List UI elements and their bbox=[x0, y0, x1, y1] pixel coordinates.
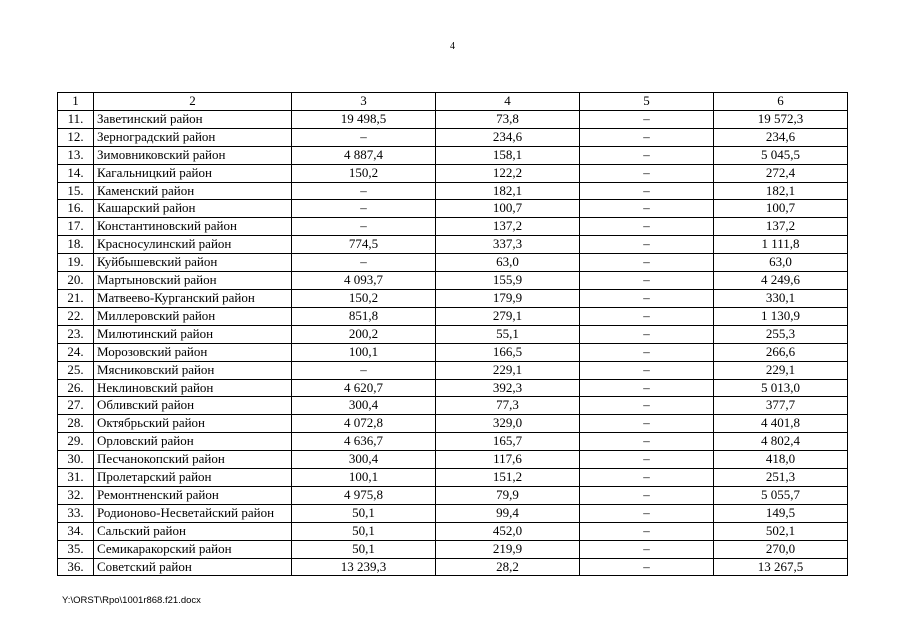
value-col-6-cell: 13 267,5 bbox=[714, 558, 848, 576]
district-name-cell: Пролетарский район bbox=[94, 469, 292, 487]
value-col-5-cell: – bbox=[580, 110, 714, 128]
district-name-cell: Сальский район bbox=[94, 522, 292, 540]
value-col-6-cell: 272,4 bbox=[714, 164, 848, 182]
district-name-cell: Ремонтненский район bbox=[94, 486, 292, 504]
district-name-cell: Неклиновский район bbox=[94, 379, 292, 397]
value-col-5-cell: – bbox=[580, 469, 714, 487]
header-cell-2: 2 bbox=[94, 93, 292, 111]
row-number-cell: 20. bbox=[58, 272, 94, 290]
value-col-4-cell: 137,2 bbox=[436, 218, 580, 236]
district-name-cell: Константиновский район bbox=[94, 218, 292, 236]
value-col-3-cell: – bbox=[292, 182, 436, 200]
value-col-5-cell: – bbox=[580, 182, 714, 200]
value-col-6-cell: 4 802,4 bbox=[714, 433, 848, 451]
table-row bbox=[58, 451, 848, 469]
table-row bbox=[58, 182, 848, 200]
row-number-cell: 25. bbox=[58, 361, 94, 379]
value-col-5-cell: – bbox=[580, 415, 714, 433]
value-col-5-cell: – bbox=[580, 254, 714, 272]
value-col-6-cell: 418,0 bbox=[714, 451, 848, 469]
value-col-6-cell: 229,1 bbox=[714, 361, 848, 379]
table-row bbox=[58, 200, 848, 218]
value-col-5-cell: – bbox=[580, 379, 714, 397]
value-col-3-cell: 4 975,8 bbox=[292, 486, 436, 504]
row-number-cell: 11. bbox=[58, 110, 94, 128]
value-col-4-cell: 55,1 bbox=[436, 325, 580, 343]
district-name-cell: Песчанокопский район bbox=[94, 451, 292, 469]
district-name-cell: Морозовский район bbox=[94, 343, 292, 361]
value-col-4-cell: 73,8 bbox=[436, 110, 580, 128]
table-body bbox=[58, 110, 848, 576]
row-number-cell: 31. bbox=[58, 469, 94, 487]
value-col-4-cell: 158,1 bbox=[436, 146, 580, 164]
value-col-4-cell: 99,4 bbox=[436, 504, 580, 522]
value-col-4-cell: 100,7 bbox=[436, 200, 580, 218]
table-row bbox=[58, 558, 848, 576]
value-col-6-cell: 251,3 bbox=[714, 469, 848, 487]
value-col-4-cell: 28,2 bbox=[436, 558, 580, 576]
district-name-cell: Зимовниковский район bbox=[94, 146, 292, 164]
value-col-5-cell: – bbox=[580, 272, 714, 290]
table-row bbox=[58, 146, 848, 164]
header-cell-6: 6 bbox=[714, 93, 848, 111]
header-cell-4: 4 bbox=[436, 93, 580, 111]
district-name-cell: Каменский район bbox=[94, 182, 292, 200]
value-col-6-cell: 502,1 bbox=[714, 522, 848, 540]
value-col-5-cell: – bbox=[580, 486, 714, 504]
value-col-3-cell: 774,5 bbox=[292, 236, 436, 254]
district-name-cell: Красносулинский район bbox=[94, 236, 292, 254]
value-col-4-cell: 182,1 bbox=[436, 182, 580, 200]
value-col-3-cell: 50,1 bbox=[292, 504, 436, 522]
district-name-cell: Матвеево-Курганский район bbox=[94, 289, 292, 307]
table-row bbox=[58, 540, 848, 558]
value-col-6-cell: 63,0 bbox=[714, 254, 848, 272]
district-name-cell: Мясниковский район bbox=[94, 361, 292, 379]
value-col-6-cell: 234,6 bbox=[714, 128, 848, 146]
value-col-3-cell: 100,1 bbox=[292, 469, 436, 487]
file-path-footer: Y:\ORST\Rpo\1001r868.f21.docx bbox=[62, 595, 201, 606]
value-col-4-cell: 122,2 bbox=[436, 164, 580, 182]
row-number-cell: 28. bbox=[58, 415, 94, 433]
value-col-6-cell: 100,7 bbox=[714, 200, 848, 218]
row-number-cell: 23. bbox=[58, 325, 94, 343]
value-col-5-cell: – bbox=[580, 200, 714, 218]
row-number-cell: 17. bbox=[58, 218, 94, 236]
header-cell-1: 1 bbox=[58, 93, 94, 111]
value-col-3-cell: 50,1 bbox=[292, 540, 436, 558]
value-col-3-cell: 851,8 bbox=[292, 307, 436, 325]
value-col-3-cell: 300,4 bbox=[292, 451, 436, 469]
value-col-3-cell: – bbox=[292, 361, 436, 379]
value-col-3-cell: 100,1 bbox=[292, 343, 436, 361]
value-col-4-cell: 155,9 bbox=[436, 272, 580, 290]
row-number-cell: 29. bbox=[58, 433, 94, 451]
table-row bbox=[58, 289, 848, 307]
value-col-6-cell: 266,6 bbox=[714, 343, 848, 361]
value-col-5-cell: – bbox=[580, 451, 714, 469]
value-col-6-cell: 5 013,0 bbox=[714, 379, 848, 397]
table-row bbox=[58, 236, 848, 254]
value-col-4-cell: 279,1 bbox=[436, 307, 580, 325]
header-cell-5: 5 bbox=[580, 93, 714, 111]
table-row bbox=[58, 307, 848, 325]
value-col-5-cell: – bbox=[580, 433, 714, 451]
value-col-6-cell: 149,5 bbox=[714, 504, 848, 522]
table-row bbox=[58, 110, 848, 128]
district-name-cell: Зерноградский район bbox=[94, 128, 292, 146]
row-number-cell: 16. bbox=[58, 200, 94, 218]
row-number-cell: 35. bbox=[58, 540, 94, 558]
header-row bbox=[58, 93, 848, 111]
district-name-cell: Советский район bbox=[94, 558, 292, 576]
value-col-5-cell: – bbox=[580, 289, 714, 307]
value-col-3-cell: 150,2 bbox=[292, 164, 436, 182]
table-row bbox=[58, 254, 848, 272]
value-col-3-cell: 4 093,7 bbox=[292, 272, 436, 290]
value-col-6-cell: 1 130,9 bbox=[714, 307, 848, 325]
value-col-3-cell: – bbox=[292, 200, 436, 218]
table-row bbox=[58, 397, 848, 415]
district-name-cell: Кашарский район bbox=[94, 200, 292, 218]
row-number-cell: 33. bbox=[58, 504, 94, 522]
value-col-4-cell: 234,6 bbox=[436, 128, 580, 146]
district-name-cell: Орловский район bbox=[94, 433, 292, 451]
district-name-cell: Куйбышевский район bbox=[94, 254, 292, 272]
value-col-5-cell: – bbox=[580, 361, 714, 379]
value-col-4-cell: 165,7 bbox=[436, 433, 580, 451]
value-col-4-cell: 151,2 bbox=[436, 469, 580, 487]
value-col-3-cell: – bbox=[292, 218, 436, 236]
value-col-3-cell: 13 239,3 bbox=[292, 558, 436, 576]
district-name-cell: Заветинский район bbox=[94, 110, 292, 128]
table-row bbox=[58, 486, 848, 504]
value-col-4-cell: 452,0 bbox=[436, 522, 580, 540]
value-col-6-cell: 182,1 bbox=[714, 182, 848, 200]
value-col-4-cell: 392,3 bbox=[436, 379, 580, 397]
value-col-6-cell: 5 045,5 bbox=[714, 146, 848, 164]
value-col-5-cell: – bbox=[580, 325, 714, 343]
value-col-3-cell: 150,2 bbox=[292, 289, 436, 307]
value-col-3-cell: 19 498,5 bbox=[292, 110, 436, 128]
value-col-3-cell: – bbox=[292, 128, 436, 146]
value-col-4-cell: 63,0 bbox=[436, 254, 580, 272]
row-number-cell: 14. bbox=[58, 164, 94, 182]
district-name-cell: Мартыновский район bbox=[94, 272, 292, 290]
row-number-cell: 15. bbox=[58, 182, 94, 200]
value-col-4-cell: 179,9 bbox=[436, 289, 580, 307]
district-name-cell: Октябрьский район bbox=[94, 415, 292, 433]
table-row bbox=[58, 433, 848, 451]
value-col-4-cell: 219,9 bbox=[436, 540, 580, 558]
value-col-3-cell: 4 887,4 bbox=[292, 146, 436, 164]
table-row bbox=[58, 272, 848, 290]
value-col-4-cell: 79,9 bbox=[436, 486, 580, 504]
value-col-5-cell: – bbox=[580, 164, 714, 182]
value-col-4-cell: 166,5 bbox=[436, 343, 580, 361]
table-header bbox=[58, 93, 848, 111]
header-cell-3: 3 bbox=[292, 93, 436, 111]
value-col-5-cell: – bbox=[580, 540, 714, 558]
value-col-3-cell: – bbox=[292, 254, 436, 272]
value-col-5-cell: – bbox=[580, 558, 714, 576]
value-col-6-cell: 270,0 bbox=[714, 540, 848, 558]
value-col-3-cell: 4 072,8 bbox=[292, 415, 436, 433]
value-col-5-cell: – bbox=[580, 146, 714, 164]
table-row bbox=[58, 522, 848, 540]
value-col-4-cell: 229,1 bbox=[436, 361, 580, 379]
table-row bbox=[58, 415, 848, 433]
value-col-5-cell: – bbox=[580, 307, 714, 325]
value-col-3-cell: 4 620,7 bbox=[292, 379, 436, 397]
value-col-6-cell: 137,2 bbox=[714, 218, 848, 236]
value-col-6-cell: 255,3 bbox=[714, 325, 848, 343]
value-col-6-cell: 4 249,6 bbox=[714, 272, 848, 290]
district-name-cell: Миллеровский район bbox=[94, 307, 292, 325]
value-col-5-cell: – bbox=[580, 236, 714, 254]
value-col-5-cell: – bbox=[580, 504, 714, 522]
table-row bbox=[58, 361, 848, 379]
table-row bbox=[58, 469, 848, 487]
table-row bbox=[58, 325, 848, 343]
row-number-cell: 12. bbox=[58, 128, 94, 146]
value-col-3-cell: 300,4 bbox=[292, 397, 436, 415]
table-row bbox=[58, 164, 848, 182]
row-number-cell: 19. bbox=[58, 254, 94, 272]
row-number-cell: 24. bbox=[58, 343, 94, 361]
district-name-cell: Кагальницкий район bbox=[94, 164, 292, 182]
district-name-cell: Родионово-Несветайский район bbox=[94, 504, 292, 522]
value-col-4-cell: 337,3 bbox=[436, 236, 580, 254]
value-col-4-cell: 117,6 bbox=[436, 451, 580, 469]
table-row bbox=[58, 504, 848, 522]
row-number-cell: 22. bbox=[58, 307, 94, 325]
value-col-4-cell: 77,3 bbox=[436, 397, 580, 415]
value-col-3-cell: 200,2 bbox=[292, 325, 436, 343]
value-col-3-cell: 4 636,7 bbox=[292, 433, 436, 451]
page-number: 4 bbox=[450, 41, 455, 52]
data-table bbox=[57, 92, 848, 576]
row-number-cell: 36. bbox=[58, 558, 94, 576]
value-col-6-cell: 330,1 bbox=[714, 289, 848, 307]
value-col-5-cell: – bbox=[580, 128, 714, 146]
value-col-5-cell: – bbox=[580, 218, 714, 236]
row-number-cell: 30. bbox=[58, 451, 94, 469]
value-col-6-cell: 19 572,3 bbox=[714, 110, 848, 128]
row-number-cell: 18. bbox=[58, 236, 94, 254]
row-number-cell: 27. bbox=[58, 397, 94, 415]
row-number-cell: 21. bbox=[58, 289, 94, 307]
district-name-cell: Обливский район bbox=[94, 397, 292, 415]
value-col-5-cell: – bbox=[580, 397, 714, 415]
row-number-cell: 34. bbox=[58, 522, 94, 540]
table-row bbox=[58, 379, 848, 397]
value-col-6-cell: 4 401,8 bbox=[714, 415, 848, 433]
value-col-5-cell: – bbox=[580, 522, 714, 540]
value-col-6-cell: 377,7 bbox=[714, 397, 848, 415]
table-row bbox=[58, 128, 848, 146]
table-row bbox=[58, 218, 848, 236]
value-col-5-cell: – bbox=[580, 343, 714, 361]
value-col-6-cell: 5 055,7 bbox=[714, 486, 848, 504]
row-number-cell: 13. bbox=[58, 146, 94, 164]
district-name-cell: Семикаракорский район bbox=[94, 540, 292, 558]
row-number-cell: 26. bbox=[58, 379, 94, 397]
district-name-cell: Милютинский район bbox=[94, 325, 292, 343]
value-col-6-cell: 1 111,8 bbox=[714, 236, 848, 254]
value-col-3-cell: 50,1 bbox=[292, 522, 436, 540]
row-number-cell: 32. bbox=[58, 486, 94, 504]
table-row bbox=[58, 343, 848, 361]
value-col-4-cell: 329,0 bbox=[436, 415, 580, 433]
